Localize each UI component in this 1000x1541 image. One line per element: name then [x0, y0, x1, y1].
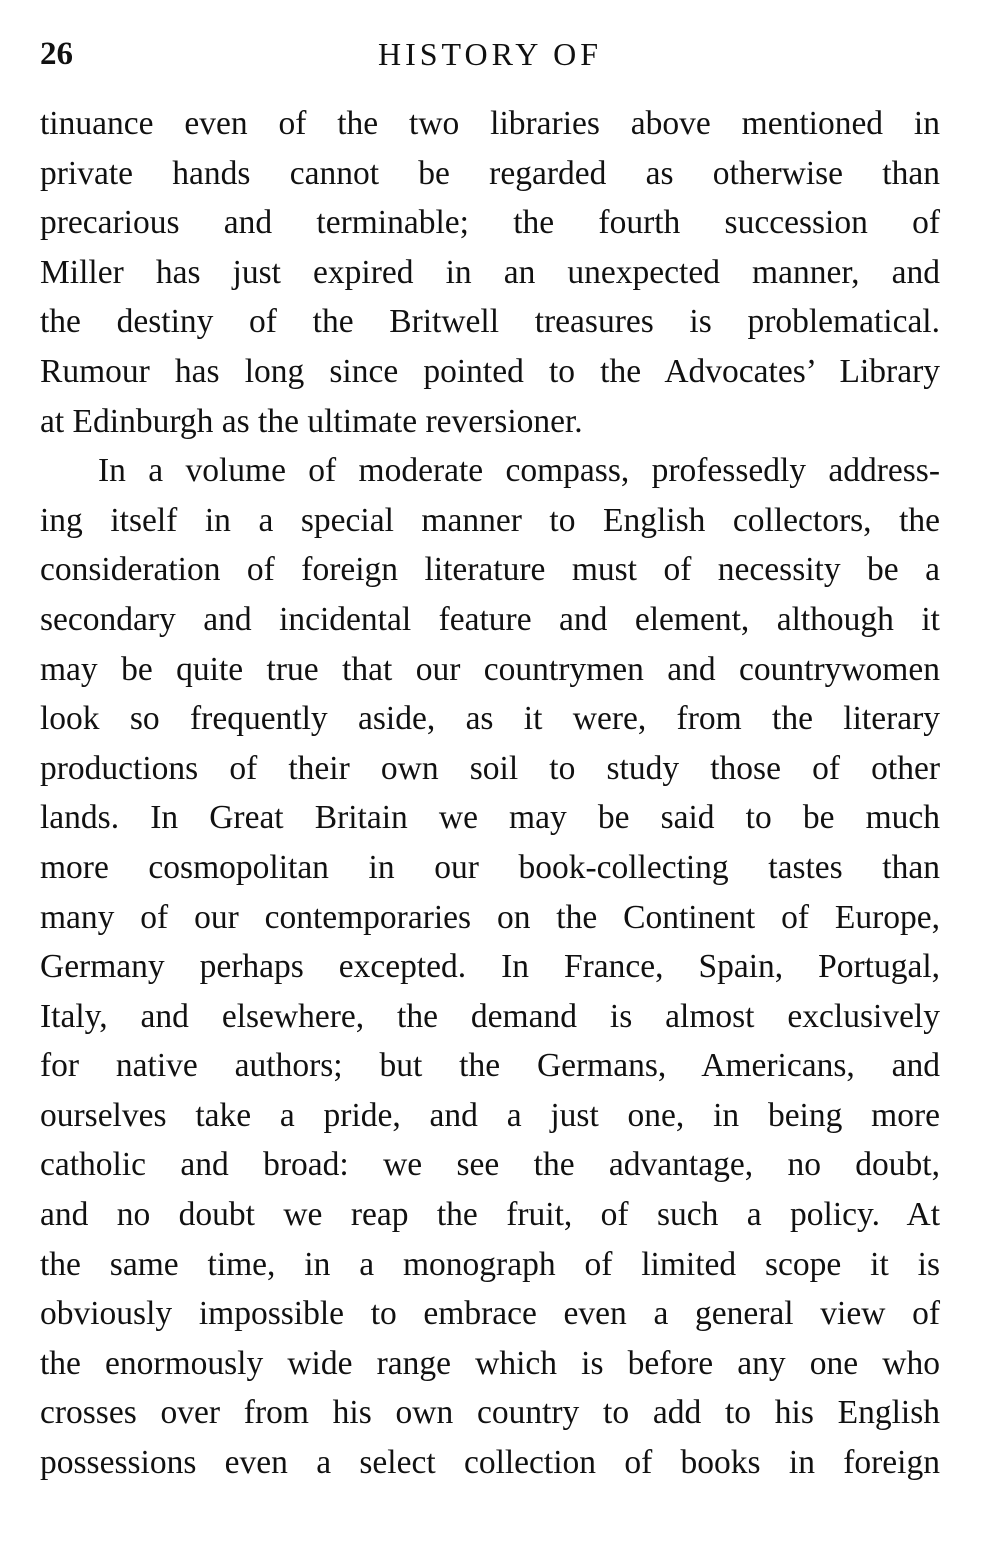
text-line: ourselves take a pride, and a just one, in being more — [40, 1096, 940, 1134]
text-line: the same time, in a monograph of limited scope it is — [40, 1245, 940, 1283]
text-line: many of our contemporaries on the Continent of Europe, — [40, 898, 940, 936]
page-header — [40, 0, 940, 110]
text-line: consideration of foreign literature must of necessity be a — [40, 551, 940, 589]
text-line: Italy, and elsewhere, the demand is almost exclusively — [40, 997, 940, 1035]
text-line: Germany perhaps excepted. In France, Spain, Portugal, — [40, 948, 940, 986]
text-line: may be quite true that our countrymen and countrywomen — [40, 650, 940, 688]
text-line: crosses over from his own country to add to his English — [40, 1394, 940, 1432]
text-line: In a volume of moderate compass, professedly address- — [98, 452, 940, 490]
page-number: 26 — [40, 36, 73, 72]
text-line: Miller has just expired in an unexpected manner, and — [40, 253, 940, 291]
text-line: possessions even a select collection of books in foreign — [40, 1444, 940, 1482]
running-title: HISTORY OF — [377, 36, 603, 72]
text-line: catholic and broad: we see the advantage, no doubt, — [40, 1146, 940, 1184]
text-line: tinuance even of the two libraries above mentioned in — [40, 105, 940, 142]
text-line: look so frequently aside, as it were, from the literary — [40, 700, 940, 738]
text-line: private hands cannot be regarded as otherwise than — [40, 154, 940, 192]
body-text — [40, 99, 940, 1488]
text-line: ing itself in a special manner to English collectors, the — [40, 501, 940, 539]
text-line: precarious and terminable; the fourth succession of — [40, 204, 940, 242]
text-line: lands. In Great Britain we may be said to be much — [40, 799, 940, 837]
text-line: at Edinburgh as the ultimate reversioner. — [40, 402, 583, 440]
text-line: secondary and incidental feature and element, although it — [40, 600, 940, 638]
text-line: the destiny of the Britwell treasures is problematical. — [40, 303, 940, 341]
text-line: the enormously wide range which is before any one who — [40, 1344, 940, 1382]
text-line: for native authors; but the Germans, Americans, and — [40, 1047, 940, 1085]
text-line: obviously impossible to embrace even a general view of — [40, 1295, 940, 1333]
paragraph-2 — [40, 446, 940, 1487]
text-line: and no doubt we reap the fruit, of such a policy. At — [40, 1196, 940, 1234]
text-line: productions of their own soil to study those of other — [40, 749, 940, 787]
text-line: Rumour has long since pointed to the Advocates’ Library — [40, 352, 940, 390]
text-line: more cosmopolitan in our book-collecting tastes than — [40, 848, 940, 886]
paragraph-1 — [40, 99, 940, 446]
book-page — [40, 0, 940, 1482]
